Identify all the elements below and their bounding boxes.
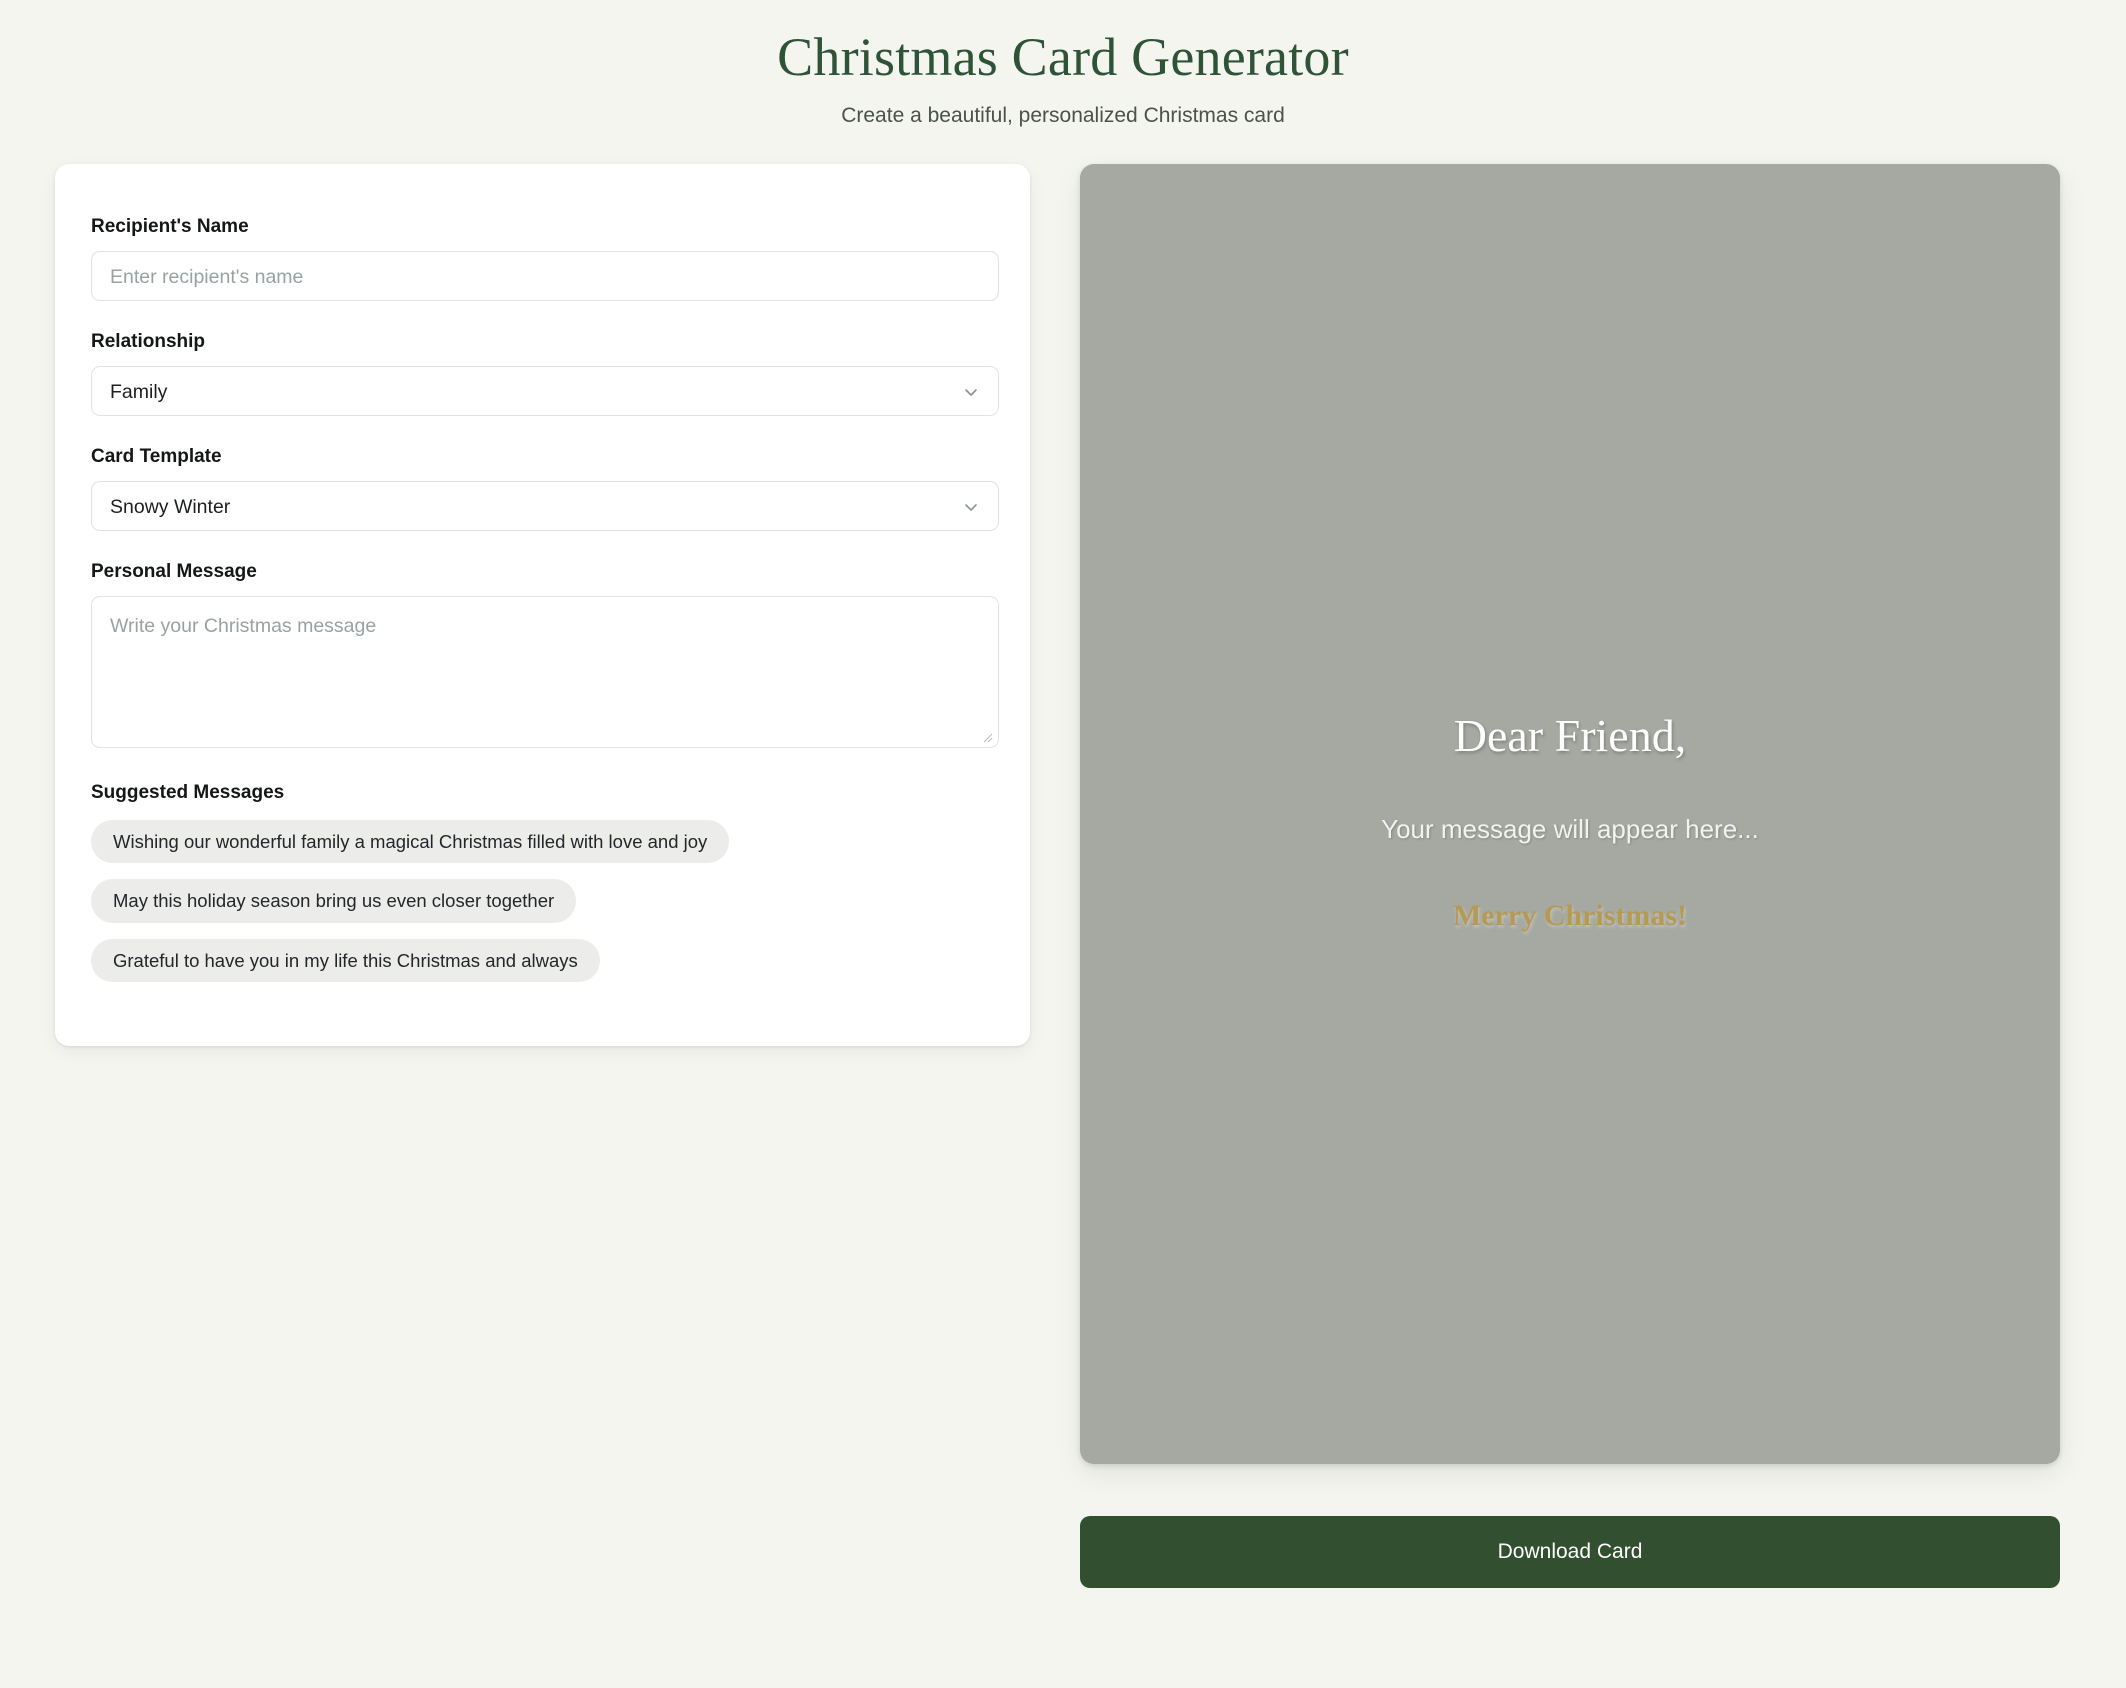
message-field-group: [91, 561, 994, 748]
recipient-field-group: [91, 216, 994, 301]
relationship-selected-value: Family: [110, 381, 168, 403]
suggested-messages-group: [91, 782, 994, 998]
card-template-select[interactable]: [91, 481, 999, 531]
card-message: Your message will appear here...: [1381, 814, 1759, 844]
card-greeting: Dear Friend,: [1453, 710, 1687, 761]
suggestion-row: [91, 939, 994, 998]
page-header: [0, 0, 2126, 128]
preview-column: [1080, 164, 2060, 1588]
card-form-panel: [55, 164, 1030, 1046]
suggestion-row: [91, 879, 994, 938]
relationship-label: Relationship: [91, 331, 206, 352]
suggestion-chip[interactable]: Grateful to have you in my life this Christmas and always: [91, 939, 600, 982]
relationship-field-group: [91, 331, 994, 416]
card-template-label: Card Template: [91, 446, 222, 467]
download-card-button[interactable]: Download Card: [1080, 1516, 2060, 1588]
suggestion-row: [91, 820, 994, 879]
card-preview-content: [1080, 709, 2060, 933]
personal-message-label: Personal Message: [91, 561, 257, 582]
recipient-label: Recipient's Name: [91, 216, 249, 237]
page-subtitle: Create a beautiful, personalized Christmas card: [841, 104, 1285, 127]
chevron-down-icon: [961, 367, 981, 417]
template-field-group: [91, 446, 994, 531]
relationship-select[interactable]: [91, 366, 999, 416]
card-template-selected-value: Snowy Winter: [110, 496, 231, 518]
personal-message-textarea[interactable]: [91, 596, 999, 748]
chevron-down-icon: [961, 482, 981, 532]
card-preview: [1080, 164, 2060, 1464]
personal-message-placeholder: Write your Christmas message: [110, 615, 377, 637]
main-content: [0, 128, 2126, 1588]
suggested-messages-label: Suggested Messages: [91, 782, 285, 803]
recipient-placeholder: Enter recipient's name: [110, 266, 304, 288]
recipient-name-input[interactable]: [91, 251, 999, 301]
resize-handle-icon[interactable]: [981, 731, 993, 743]
suggestion-chip[interactable]: Wishing our wonderful family a magical Christmas filled with love and joy: [91, 820, 729, 863]
card-signoff: Merry Christmas!: [1452, 899, 1688, 932]
suggestion-chip[interactable]: May this holiday season bring us even closer together: [91, 879, 576, 922]
page-title: Christmas Card Generator: [777, 27, 1349, 87]
